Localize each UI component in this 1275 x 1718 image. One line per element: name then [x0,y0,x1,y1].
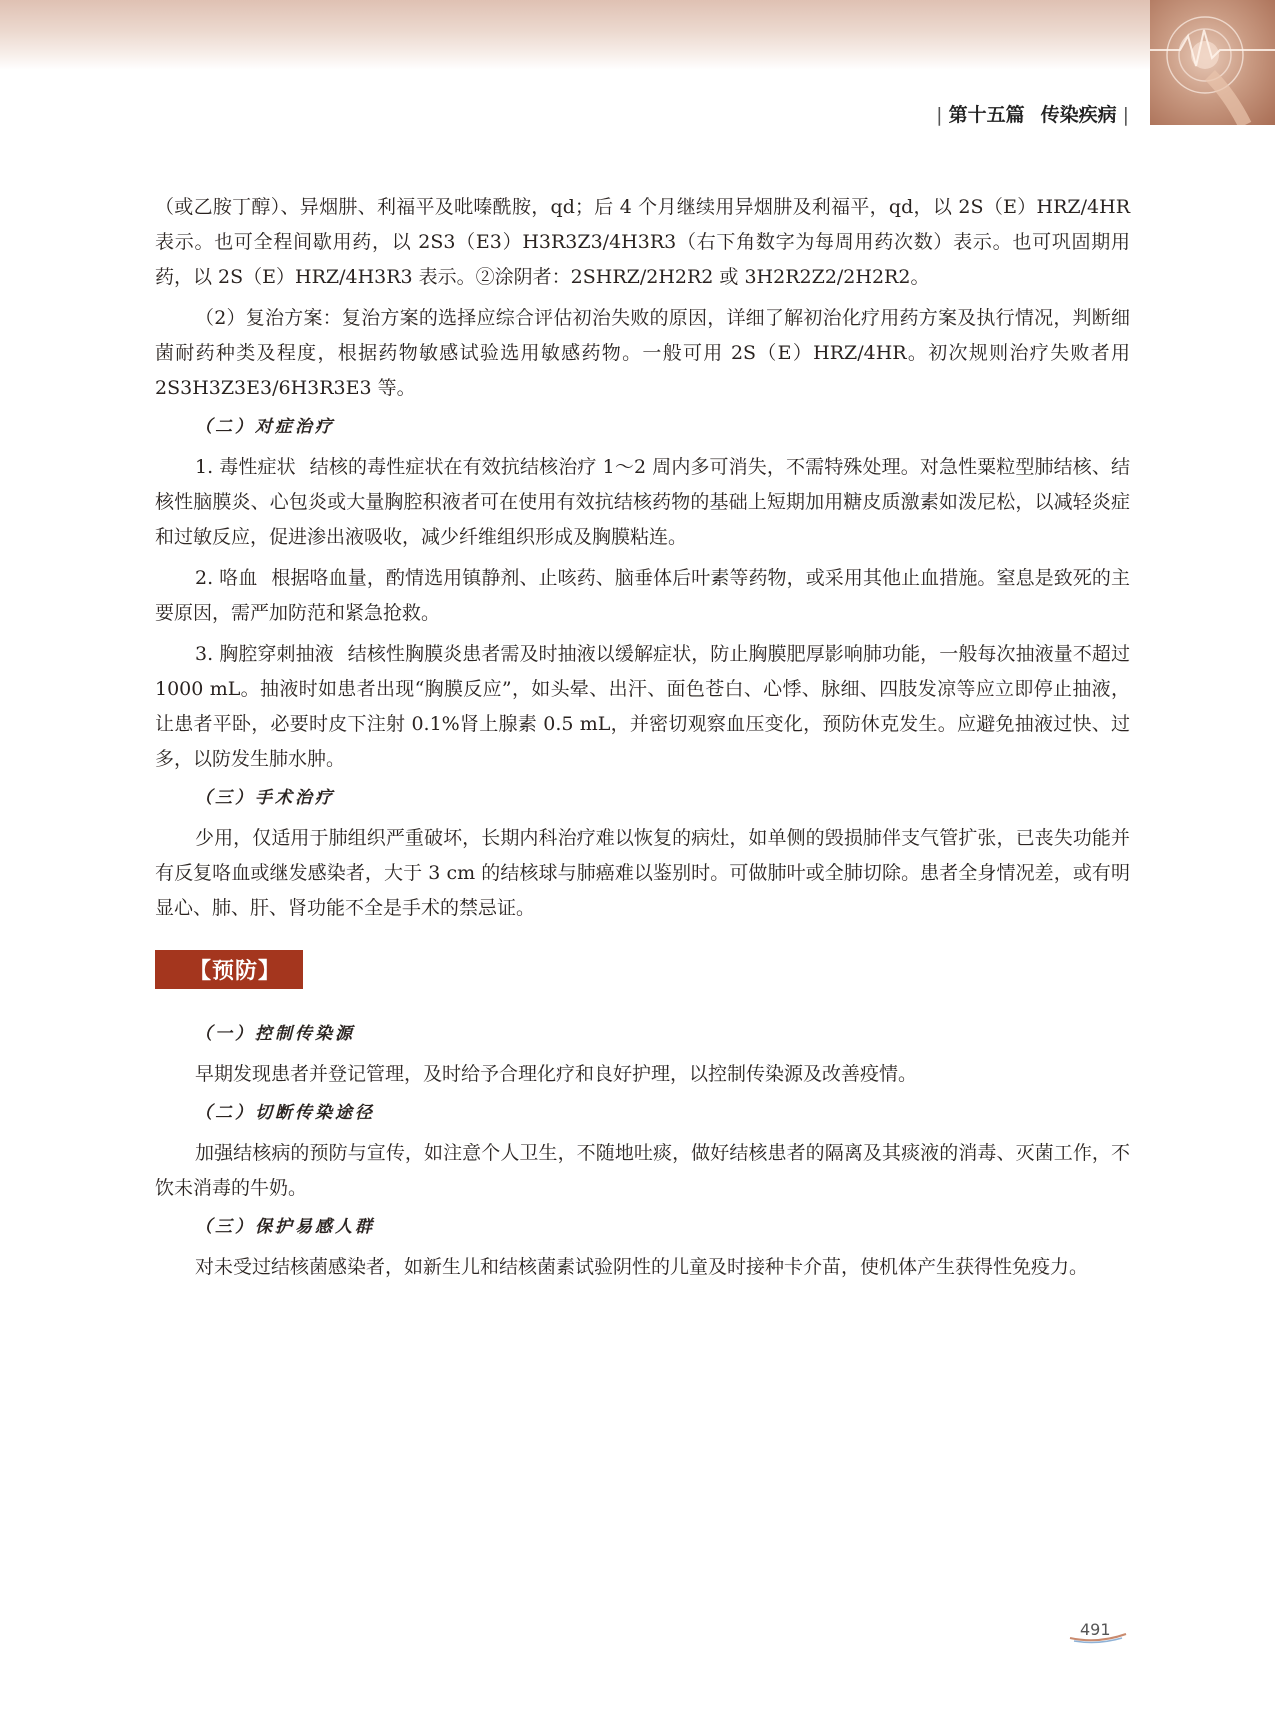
header-bar-right: | [1122,104,1129,126]
header-band [0,0,1275,70]
item-lead: 2. 咯血 [195,567,258,589]
chapter-part: 第十五篇 [948,104,1025,126]
item-lead: 3. 胸腔穿刺抽液 [195,643,334,665]
chapter-title: 传染疾病 [1040,104,1117,126]
chapter-header [930,100,1135,127]
paragraph-control-source: 早期发现患者并登记管理，及时给予合理化疗和良好护理，以控制传染源及改善疫情。 [195,1063,918,1085]
item-lead: 1. 毒性症状 [195,456,296,478]
header-bar-left: | [936,104,943,126]
item-text: 结核性胸膜炎患者需及时抽液以缓解症状，防止胸膜肥厚影响肺功能，一般每次抽液量不超过 1000 mL。抽液时如患者出现“胸膜反应”，如头晕、出汗、面色苍白、心悸、脉细、四肢发凉等应立即停止抽液，让患者平卧，必要时皮下注射 0.1%肾上腺素 0.5 mL，并密切观察血压变化，预防休克发生。应避免抽液过快、过多，以防发生肺水肿。 [155,643,1130,770]
page-number: 491 [1080,1620,1111,1639]
paragraph-thoracentesis [155,637,1130,777]
page-body [155,190,1130,1291]
item-text: 结核的毒性症状在有效抗结核治疗 1～2 周内多可消失，不需特殊处理。对急性粟粒型肺结核、结核性脑膜炎、心包炎或大量胸腔积液者可在使用有效抗结核药物的基础上短期加用糖皮质激素如泼尼松，以减轻炎症和过敏反应，促进渗出液吸收，减少纤维组织形成及胸膜粘连。 [155,456,1130,548]
page-swoosh-icon [1068,1630,1128,1644]
stethoscope-icon [1150,0,1275,125]
section-banner-prevention: 【预防】 [155,950,303,989]
heading-control-source: （一）控制传染源 [195,1024,355,1044]
heading-surgical-treatment: （三）手术治疗 [195,788,335,808]
paragraph-surgery: 少用，仅适用于肺组织严重破坏，长期内科治疗难以恢复的病灶，如单侧的毁损肺伴支气管扩张，已丧失功能并有反复咯血或继发感染者，大于 3 cm 的结核球与肺癌难以鉴别时。可做肺叶或全肺切除。患者全身情况差，或有明显心、肺、肝、肾功能不全是手术的禁忌证。 [155,827,1130,919]
paragraph-continuation: （或乙胺丁醇）、异烟肼、利福平及吡嗪酰胺，qd；后 4 个月继续用异烟肼及利福平，qd，以 2S（E）HRZ/4HR 表示。也可全程间歇用药，以 2S3（E3）H3R3Z3/4H3R3（右下角数字为每周用药次数）表示。也可巩固期用药，以 2S（E）HRZ/4H3R3 表示。②涂阴者：2SHRZ/2H2R2 或 3H2R2Z2/2H2R2。 [155,196,1130,288]
heading-symptomatic-treatment: （二）对症治疗 [195,417,335,437]
paragraph-protect-susceptible: 对未受过结核菌感染者，如新生儿和结核菌素试验阴性的儿童及时接种卡介苗，使机体产生获得性免疫力。 [195,1256,1089,1278]
item-text: 根据咯血量，酌情选用镇静剂、止咳药、脑垂体后叶素等药物，或采用其他止血措施。窒息是致死的主要原因，需严加防范和紧急抢救。 [155,567,1130,624]
paragraph-hemoptysis [155,561,1130,631]
stethoscope-heart-image [1150,0,1275,125]
heading-cut-transmission: （二）切断传染途径 [195,1103,375,1123]
paragraph-toxic-symptoms [155,450,1130,555]
paragraph-retreatment: （2）复治方案：复治方案的选择应综合评估初治失败的原因，详细了解初治化疗用药方案及执行情况，判断细菌耐药种类及程度，根据药物敏感试验选用敏感药物。一般可用 2S（E）HRZ/4HR。初次规则治疗失败者用 2S3H3Z3E3/6H3R3E3 等。 [155,307,1130,399]
paragraph-cut-transmission: 加强结核病的预防与宣传，如注意个人卫生，不随地吐痰，做好结核患者的隔离及其痰液的消毒、灭菌工作，不饮未消毒的牛奶。 [155,1142,1130,1199]
heading-protect-susceptible: （三）保护易感人群 [195,1217,375,1237]
